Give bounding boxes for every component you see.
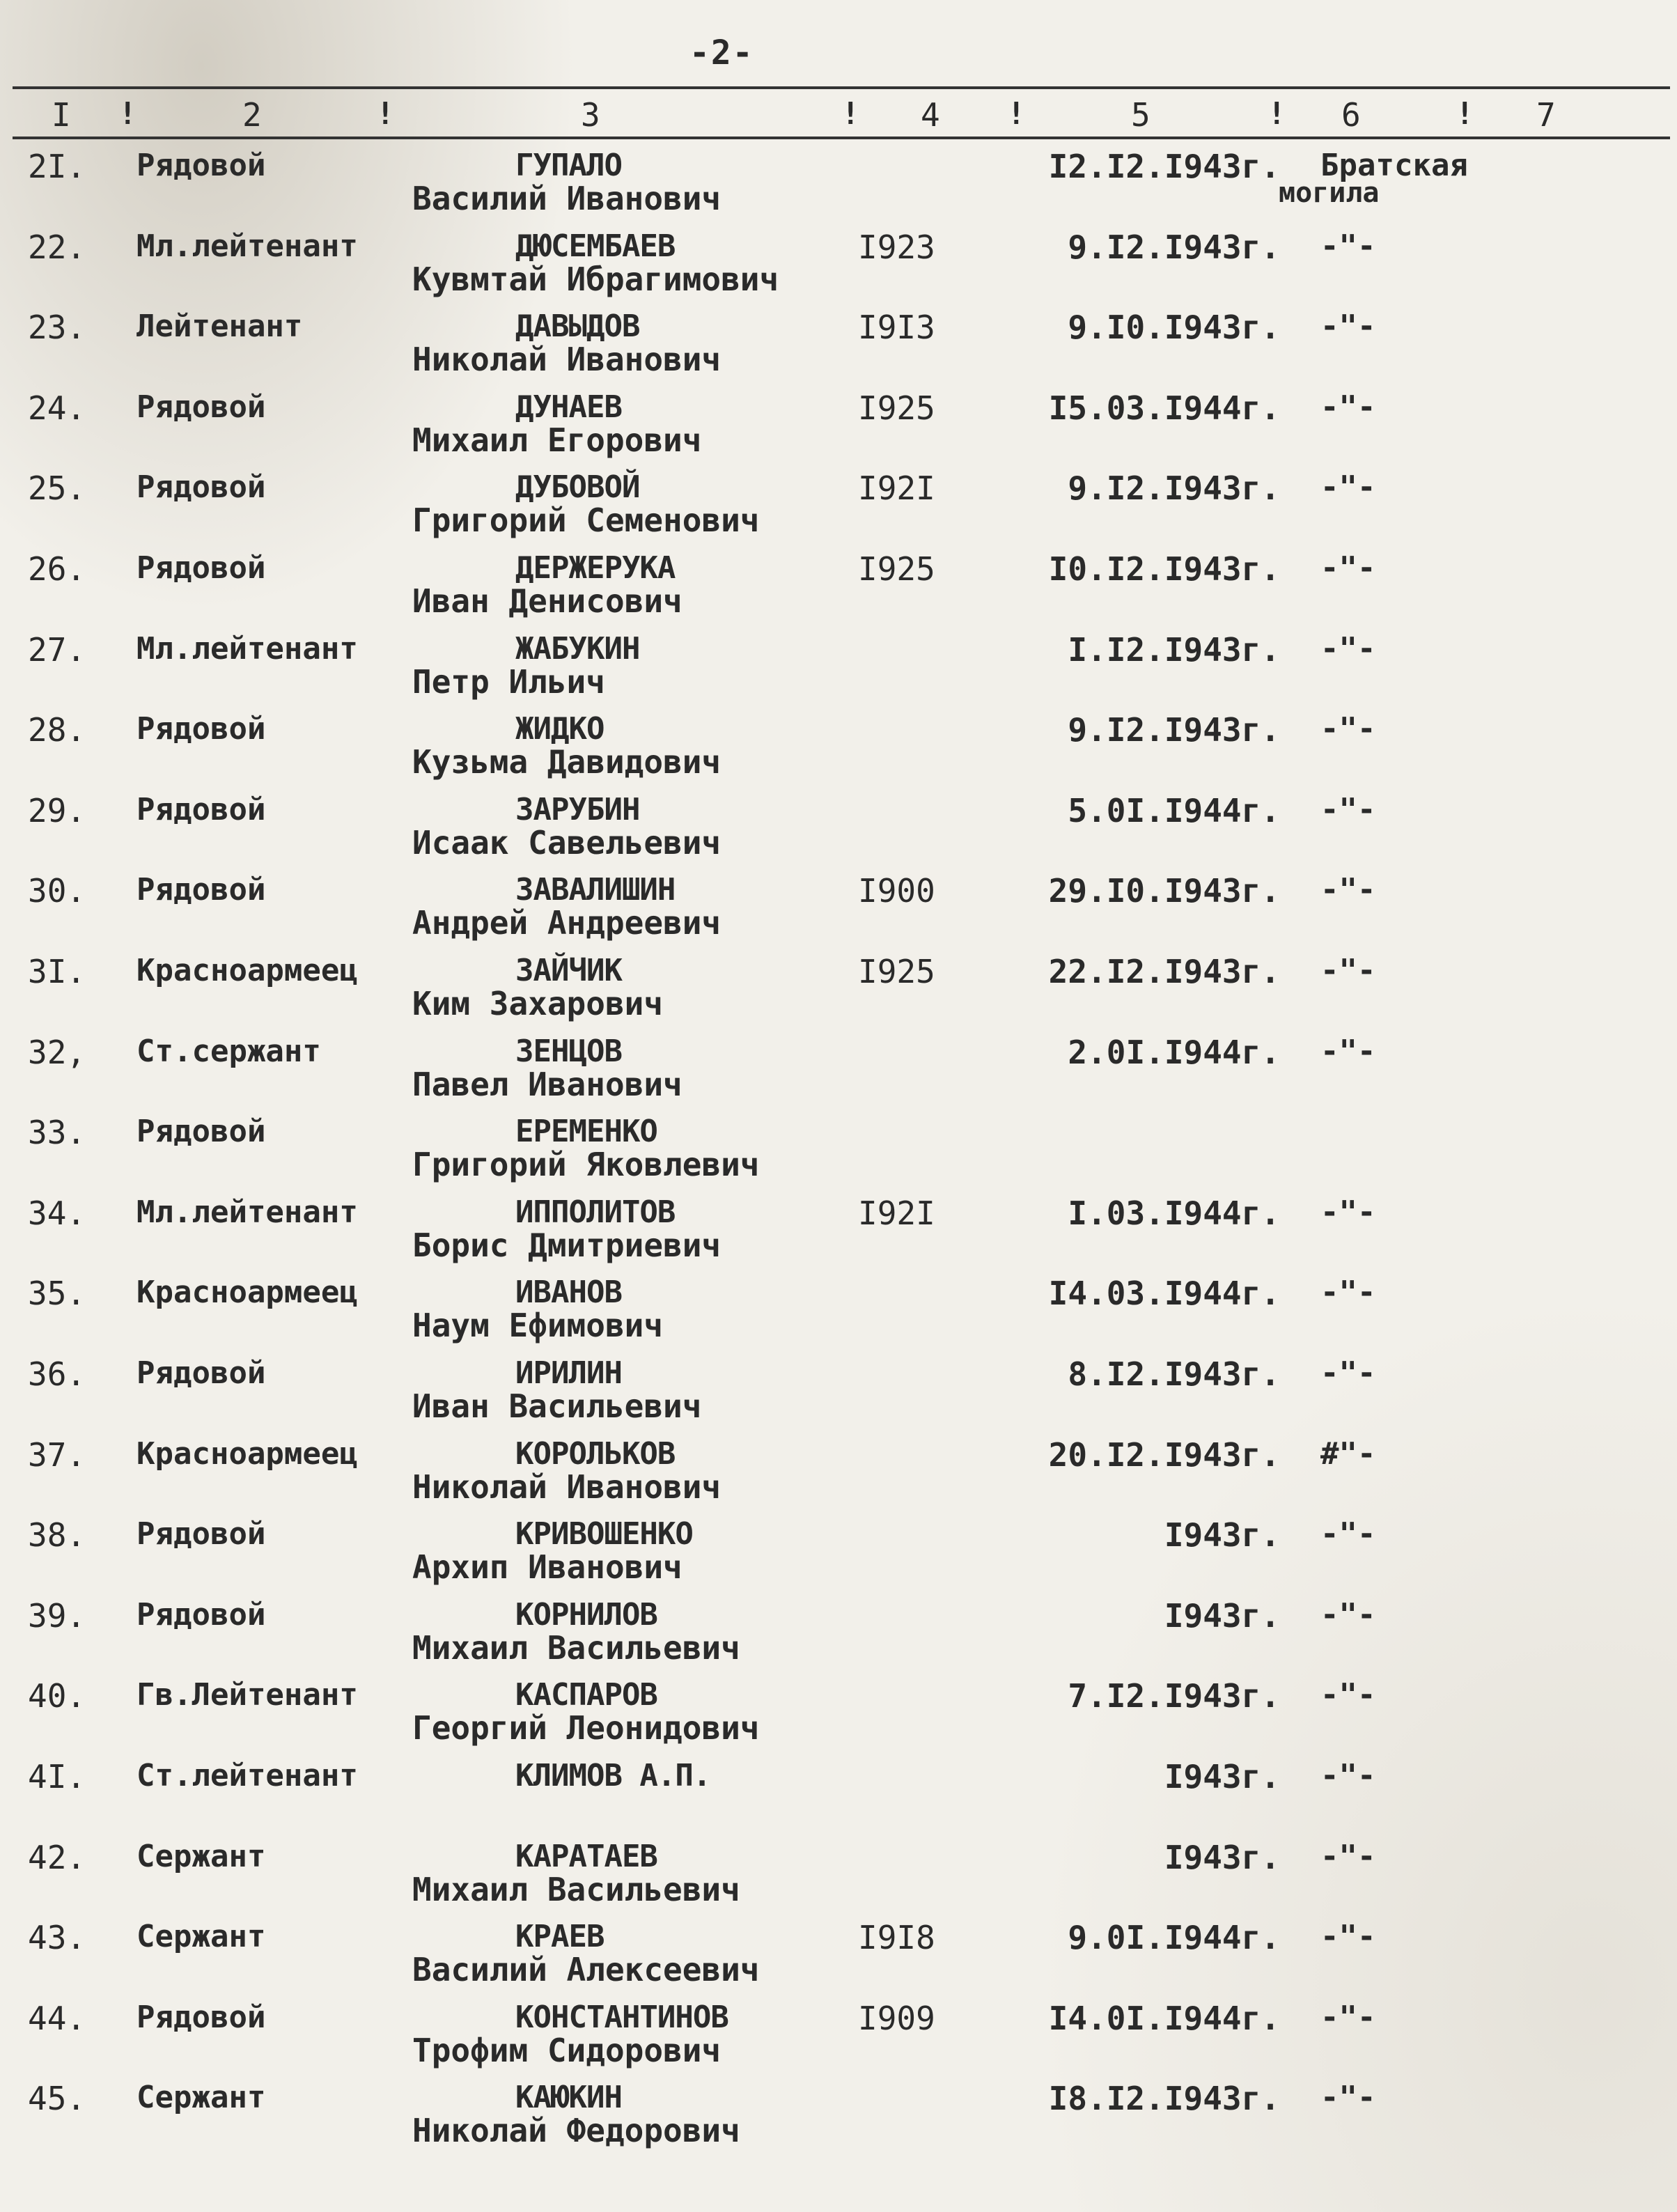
column-header-5: 5	[1131, 96, 1150, 134]
rank: Сержант	[136, 1919, 266, 1954]
table-row	[0, 1192, 1677, 1272]
column-header-1: I	[52, 96, 71, 134]
given-names: Николай Иванович	[412, 341, 722, 378]
row-number: 37.	[28, 1436, 86, 1474]
death-date: 2.0I.I944г.	[1068, 1034, 1280, 1071]
surname: КОРОЛЬКОВ	[515, 1436, 676, 1472]
burial-place: -"-	[1320, 389, 1376, 425]
surname: КАРАТАЕВ	[515, 1839, 657, 1874]
surname: КОРНИЛОВ	[515, 1597, 657, 1633]
rank: Рядовой	[136, 711, 266, 747]
rank: Сержант	[136, 1839, 266, 1874]
death-date: I5.03.I944г.	[1048, 389, 1280, 427]
surname: КАЮКИН	[515, 2080, 622, 2115]
death-date: 5.0I.I944г.	[1068, 792, 1280, 830]
death-date: I2.I2.I943г.	[1048, 148, 1280, 185]
given-names: Василий Иванович	[412, 180, 722, 217]
burial-place: -"-	[1320, 228, 1376, 264]
burial-place: -"-	[1320, 2000, 1376, 2035]
given-names: Ким Захарович	[412, 985, 664, 1022]
rank: Красноармеец	[136, 953, 358, 988]
row-number: 27.	[28, 631, 86, 669]
given-names: Михаил Егорович	[412, 421, 702, 459]
given-names: Андрей Андреевич	[412, 904, 722, 942]
given-names: Трофим Сидорович	[412, 2032, 722, 2069]
burial-place: -"-	[1320, 469, 1376, 505]
rank: Рядовой	[136, 1516, 266, 1552]
birth-year: I923	[858, 228, 935, 266]
rank: Мл.лейтенант	[136, 228, 358, 264]
birth-year: I92I	[858, 1194, 935, 1232]
death-date: I943г.	[1164, 1758, 1280, 1796]
rank: Мл.лейтенант	[136, 631, 358, 667]
table-row	[0, 1111, 1677, 1192]
row-number: 36.	[28, 1355, 86, 1393]
death-date: I.03.I944г.	[1068, 1194, 1280, 1232]
burial-place: -"-	[1320, 2080, 1376, 2115]
table-row	[0, 467, 1677, 547]
row-number: 22.	[28, 228, 86, 266]
column-header-4: 4	[921, 96, 940, 134]
death-date: 20.I2.I943г.	[1048, 1436, 1280, 1474]
surname: КЛИМОВ А.П.	[515, 1758, 711, 1793]
given-names: Михаил Васильевич	[412, 1629, 740, 1667]
table-row	[0, 869, 1677, 950]
header-top-rule	[13, 86, 1670, 89]
birth-year: I9I3	[858, 309, 935, 346]
table-row	[0, 226, 1677, 306]
row-number: 43.	[28, 1919, 86, 1956]
given-names: Исаак Савельевич	[412, 824, 722, 862]
given-names: Кувмтай Ибрагимович	[412, 260, 779, 298]
surname: КРИВОШЕНКО	[515, 1516, 693, 1552]
burial-place: -"-	[1320, 1034, 1376, 1069]
row-number: 29.	[28, 792, 86, 830]
given-names: Михаил Васильевич	[412, 1871, 740, 1908]
surname: КРАЕВ	[515, 1919, 604, 1954]
row-number: 32,	[28, 1034, 86, 1071]
table-row	[0, 1031, 1677, 1112]
rank: Лейтенант	[136, 309, 303, 344]
given-names: Борис Дмитриевич	[412, 1226, 722, 1264]
row-number: 40.	[28, 1677, 86, 1715]
rank: Рядовой	[136, 1597, 266, 1633]
table-row	[0, 1513, 1677, 1594]
rank: Рядовой	[136, 1114, 266, 1149]
header-bottom-rule	[13, 137, 1670, 139]
surname: КОНСТАНТИНОВ	[515, 2000, 728, 2035]
row-number: 34.	[28, 1194, 86, 1232]
table-row	[0, 1272, 1677, 1353]
rank: Рядовой	[136, 1355, 266, 1391]
rank: Красноармеец	[136, 1436, 358, 1472]
rank: Рядовой	[136, 148, 266, 183]
death-date: I943г.	[1164, 1516, 1280, 1554]
rank: Ст.сержант	[136, 1034, 321, 1069]
row-number: 45.	[28, 2080, 86, 2117]
death-date: I943г.	[1164, 1597, 1280, 1635]
birth-year: I925	[858, 550, 935, 588]
surname: ЗЕНЦОВ	[515, 1034, 622, 1069]
column-header-7: 7	[1536, 96, 1556, 134]
rank: Рядовой	[136, 469, 266, 505]
death-date: 8.I2.I943г.	[1068, 1355, 1280, 1393]
table-row	[0, 789, 1677, 870]
given-names: Кузьма Давидович	[412, 743, 722, 781]
given-names: Иван Денисович	[412, 582, 682, 620]
table-row	[0, 1433, 1677, 1514]
birth-year: I9I8	[858, 1919, 935, 1956]
surname: ИППОЛИТОВ	[515, 1194, 676, 1230]
burial-place: -"-	[1320, 631, 1376, 667]
surname: ИВАНОВ	[515, 1275, 622, 1310]
surname: ЖАБУКИН	[515, 631, 640, 667]
column-header-row	[0, 92, 1677, 134]
death-date: I4.03.I944г.	[1048, 1275, 1280, 1312]
row-number: 44.	[28, 2000, 86, 2037]
table-row	[0, 1674, 1677, 1755]
burial-place: -"-	[1320, 1194, 1376, 1230]
burial-place-cont: могила	[1279, 177, 1380, 209]
death-date: 9.0I.I944г.	[1068, 1919, 1280, 1956]
given-names: Иван Васильевич	[412, 1387, 702, 1425]
birth-year: I900	[858, 872, 935, 910]
surname: ДЕРЖЕРУКА	[515, 550, 676, 586]
table-row	[0, 1916, 1677, 1997]
row-number: 4I.	[28, 1758, 86, 1796]
burial-place: -"-	[1320, 711, 1376, 747]
death-date: 9.I0.I943г.	[1068, 309, 1280, 346]
table-row	[0, 950, 1677, 1031]
burial-place: -"-	[1320, 1758, 1376, 1793]
table-row	[0, 628, 1677, 709]
page-number: -2-	[689, 33, 754, 72]
surname: ДУНАЕВ	[515, 389, 622, 425]
rank: Рядовой	[136, 550, 266, 586]
surname: ДУБОВОЙ	[515, 469, 640, 505]
surname: ЗАЙЧИК	[515, 953, 622, 988]
row-number: 33.	[28, 1114, 86, 1151]
given-names: Павел Иванович	[412, 1066, 682, 1103]
burial-place: -"-	[1320, 872, 1376, 908]
birth-year: I909	[858, 2000, 935, 2037]
birth-year: I92I	[858, 469, 935, 507]
burial-place: -"-	[1320, 309, 1376, 344]
burial-place: -"-	[1320, 550, 1376, 586]
rank: Мл.лейтенант	[136, 1194, 358, 1230]
column-separator: !	[376, 96, 395, 132]
death-date: I0.I2.I943г.	[1048, 550, 1280, 588]
rank: Рядовой	[136, 872, 266, 908]
surname: ДЮСЕМБАЕВ	[515, 228, 676, 264]
burial-place: -"-	[1320, 1919, 1376, 1954]
column-separator: !	[1007, 96, 1026, 132]
death-date: I.I2.I943г.	[1068, 631, 1280, 669]
row-number: 39.	[28, 1597, 86, 1635]
birth-year: I925	[858, 953, 935, 990]
row-number: 30.	[28, 872, 86, 910]
given-names: Григорий Яковлевич	[412, 1146, 760, 1183]
birth-year: I925	[858, 389, 935, 427]
table-row	[0, 1755, 1677, 1836]
surname: ЖИДКО	[515, 711, 604, 747]
given-names: Петр Ильич	[412, 663, 605, 701]
burial-place: #"-	[1320, 1436, 1376, 1472]
column-separator: !	[1456, 96, 1474, 132]
column-separator: !	[841, 96, 860, 132]
row-number: 28.	[28, 711, 86, 749]
rank: Рядовой	[136, 792, 266, 827]
burial-place: -"-	[1320, 1839, 1376, 1874]
surname: ИРИЛИН	[515, 1355, 622, 1391]
table-row	[0, 1594, 1677, 1675]
death-date: 22.I2.I943г.	[1048, 953, 1280, 990]
row-number: 24.	[28, 389, 86, 427]
row-number: 26.	[28, 550, 86, 588]
surname: ГУПАЛО	[515, 148, 622, 183]
column-header-6: 6	[1341, 96, 1361, 134]
table-row	[0, 1353, 1677, 1433]
burial-place: -"-	[1320, 1516, 1376, 1552]
table-row	[0, 387, 1677, 467]
row-number: 35.	[28, 1275, 86, 1312]
burial-place: -"-	[1320, 953, 1376, 988]
surname: ЗАВАЛИШИН	[515, 872, 676, 908]
table-row	[0, 1997, 1677, 2078]
column-separator: !	[1268, 96, 1286, 132]
rank: Рядовой	[136, 2000, 266, 2035]
death-date: 9.I2.I943г.	[1068, 228, 1280, 266]
death-date: I4.0I.I944г.	[1048, 2000, 1280, 2037]
death-date: 9.I2.I943г.	[1068, 711, 1280, 749]
burial-place: -"-	[1320, 1355, 1376, 1391]
table-row	[0, 547, 1677, 628]
death-date: 7.I2.I943г.	[1068, 1677, 1280, 1715]
given-names: Архип Иванович	[412, 1548, 682, 1586]
burial-place: -"-	[1320, 1677, 1376, 1713]
burial-place: -"-	[1320, 792, 1376, 827]
death-date: 29.I0.I943г.	[1048, 872, 1280, 910]
death-date: 9.I2.I943г.	[1068, 469, 1280, 507]
table-row	[0, 306, 1677, 387]
given-names: Николай Иванович	[412, 1468, 722, 1506]
rank: Красноармеец	[136, 1275, 358, 1310]
table-row	[0, 1836, 1677, 1917]
given-names: Наум Ефимович	[412, 1307, 664, 1344]
row-number: 38.	[28, 1516, 86, 1554]
rank: Сержант	[136, 2080, 266, 2115]
rank: Гв.Лейтенант	[136, 1677, 358, 1713]
burial-place: -"-	[1320, 1275, 1376, 1310]
given-names: Григорий Семенович	[412, 501, 760, 539]
column-header-3: 3	[581, 96, 600, 134]
death-date: I8.I2.I943г.	[1048, 2080, 1280, 2117]
row-number: 42.	[28, 1839, 86, 1876]
death-date: I943г.	[1164, 1839, 1280, 1876]
column-header-2: 2	[242, 96, 262, 134]
row-number: 23.	[28, 309, 86, 346]
surname: ДАВЫДОВ	[515, 309, 640, 344]
table-row	[0, 145, 1677, 226]
burial-place: -"-	[1320, 1597, 1376, 1633]
surname: ЕРЕМЕНКО	[515, 1114, 657, 1149]
row-number: 3I.	[28, 953, 86, 990]
rank: Рядовой	[136, 389, 266, 425]
row-number: 2I.	[28, 148, 86, 185]
surname: ЗАРУБИН	[515, 792, 640, 827]
given-names: Николай Федорович	[412, 2112, 740, 2149]
surname: КАСПАРОВ	[515, 1677, 657, 1713]
column-separator: !	[118, 96, 137, 132]
table-row	[0, 708, 1677, 789]
given-names: Василий Алексеевич	[412, 1951, 760, 1988]
table-row	[0, 2077, 1677, 2158]
given-names: Георгий Леонидович	[412, 1709, 760, 1747]
burial-place: Братская	[1320, 148, 1468, 183]
rank: Ст.лейтенант	[136, 1758, 358, 1793]
row-number: 25.	[28, 469, 86, 507]
